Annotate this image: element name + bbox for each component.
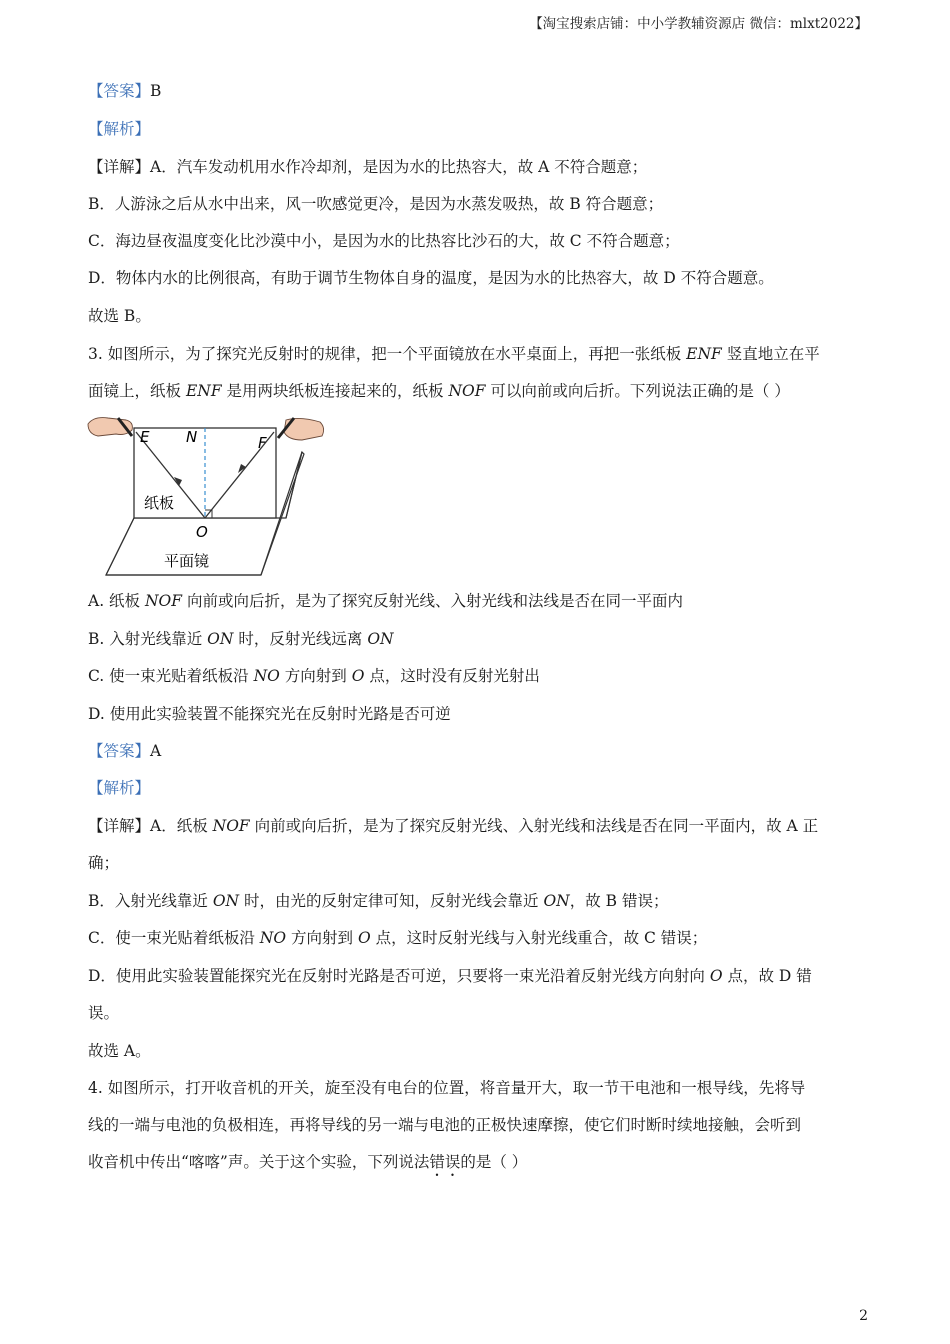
q4-stem-line-3: [88, 1151, 527, 1180]
answer-value: B: [150, 82, 162, 100]
option-text: C. 使一束光贴着纸板沿: [88, 667, 254, 685]
stem-symbol: ENF: [185, 382, 222, 400]
right-hand-icon: [278, 418, 324, 440]
option-text: B. 入射光线靠近: [88, 630, 208, 648]
q3-option-d: D. 使用此实验装置不能探究光在反射时光路是否可逆: [88, 705, 451, 723]
detail-symbol: NO: [259, 929, 287, 947]
q2-detail-a: [88, 156, 647, 178]
option-text: A. 纸板: [88, 592, 145, 610]
label-f: F: [258, 434, 267, 452]
detail-text: 点，这时反射光线与入射光线重合，故 C 错误；: [370, 929, 708, 947]
option-symbol: NO: [253, 667, 280, 685]
figure-svg: [86, 410, 336, 580]
q2-detail-b: B．人游泳之后从水中出来，风一吹感觉更冷，是因为水蒸发吸热，故 B 符合题意；: [88, 195, 664, 213]
stem-text: 面镜上，纸板: [88, 382, 186, 400]
detail-tag: 【详解】: [88, 158, 151, 176]
option-text: 时，反射光线远离: [233, 630, 368, 648]
q3-detail-a-cont: 确；: [88, 854, 120, 872]
q4-stem-line-1: 4. 如图所示，打开收音机的开关，旋至没有电台的位置，将音量开大，取一节干电池和一根导线，先将导: [88, 1079, 806, 1097]
q3-detail-c: [88, 927, 707, 949]
stem-symbol: ENF: [686, 345, 722, 363]
q3-analysis-tag: 【解析】: [88, 779, 151, 797]
detail-text: 方向射到: [286, 929, 358, 947]
option-symbol: NOF: [144, 592, 183, 610]
q2-answer-line: [88, 80, 161, 102]
stem-text: 的是（ ）: [460, 1153, 528, 1171]
option-symbol: O: [351, 667, 365, 685]
q4-stem-line-2: 线的一端与电池的负极相连，再将导线的另一端与电池的正极快速摩擦，使它们时断时续地接触，会听到: [88, 1116, 802, 1134]
detail-text: A．纸板: [150, 817, 213, 835]
q3-conclusion: 故选 A。: [88, 1042, 151, 1060]
stem-text: 竖直地立在平: [721, 345, 820, 363]
q3-option-b: [88, 628, 394, 650]
detail-symbol: ON: [212, 892, 240, 910]
answer-tag: 【答案】: [88, 742, 151, 760]
q2-analysis-tag: 【解析】: [88, 120, 151, 138]
detail-symbol: ON: [543, 892, 570, 910]
detail-text: D．使用此实验装置能探究光在反射时光路是否可逆，只要将一束光沿着反射光线方向射向: [88, 967, 710, 985]
detail-text: A．汽车发动机用水作冷却剂，是因为水的比热容大，故 A 不符合题意；: [150, 158, 648, 176]
detail-text: ，故 B 错误；: [569, 892, 669, 910]
reflection-experiment-figure: [86, 410, 336, 580]
option-text: 点，这时没有反射光射出: [364, 667, 540, 685]
q2-conclusion: 故选 B。: [88, 307, 151, 325]
detail-text: 向前或向后折，是为了探究反射光线、入射光线和法线是否在同一平面内，故 A 正: [249, 817, 819, 835]
label-o: O: [196, 523, 208, 541]
q3-stem-line-2: [88, 380, 790, 402]
option-text: 方向射到: [279, 667, 352, 685]
label-e: E: [140, 428, 150, 446]
detail-symbol: O: [709, 967, 723, 985]
left-hand-icon: [88, 418, 132, 436]
detail-text: B．入射光线靠近: [88, 892, 213, 910]
q2-detail-d: D．物体内水的比例很高，有助于调节生物体自身的温度，是因为水的比热容大，故 D 不符合题意。: [88, 269, 774, 287]
mirror-back-edge: [286, 452, 302, 518]
detail-symbol: O: [357, 929, 371, 947]
q3-detail-a: [88, 815, 818, 837]
emphasized-text: 错误: [429, 1153, 461, 1171]
q3-option-c: [88, 665, 540, 687]
q3-stem-line-1: [88, 343, 820, 365]
q3-answer-line: [88, 740, 161, 762]
q2-detail-c: C．海边昼夜温度变化比沙漠中小，是因为水的比热容比沙石的大，故 C 不符合题意；: [88, 232, 680, 250]
detail-text: 点，故 D 错: [722, 967, 812, 985]
option-symbol: ON: [367, 630, 394, 648]
label-board: 纸板: [144, 494, 175, 512]
detail-symbol: NOF: [212, 817, 250, 835]
q3-option-a: [88, 590, 683, 612]
answer-value: A: [150, 742, 162, 760]
stem-text: 收音机中传出“喀喀”声。关于这个实验，下列说法: [88, 1153, 430, 1171]
header-note: 【淘宝搜索店铺：中小学教辅资源店 微信：mlxt2022】: [529, 16, 868, 32]
mirror-left-edge: [106, 518, 134, 575]
q3-detail-b: [88, 890, 669, 912]
page-number: 2: [859, 1308, 868, 1324]
stem-text: 可以向前或向后折。下列说法正确的是（ ）: [485, 382, 790, 400]
stem-text: 3. 如图所示，为了探究光反射时的规律，把一个平面镜放在水平桌面上，再把一张纸板: [88, 345, 687, 363]
option-text: 向前或向后折，是为了探究反射光线、入射光线和法线是否在同一平面内: [182, 592, 683, 610]
label-mirror: 平面镜: [164, 552, 210, 570]
q3-detail-d: [88, 965, 812, 987]
label-n: N: [186, 428, 198, 446]
option-symbol: ON: [207, 630, 234, 648]
answer-tag: 【答案】: [88, 82, 151, 100]
detail-text: C．使一束光贴着纸板沿: [88, 929, 260, 947]
q3-detail-d-cont: 误。: [88, 1004, 120, 1022]
detail-text: 时，由光的反射定律可知，反射光线会靠近: [239, 892, 544, 910]
stem-text: 是用两块纸板连接起来的，纸板: [221, 382, 449, 400]
detail-tag: 【详解】: [88, 817, 151, 835]
stem-symbol: NOF: [448, 382, 486, 400]
